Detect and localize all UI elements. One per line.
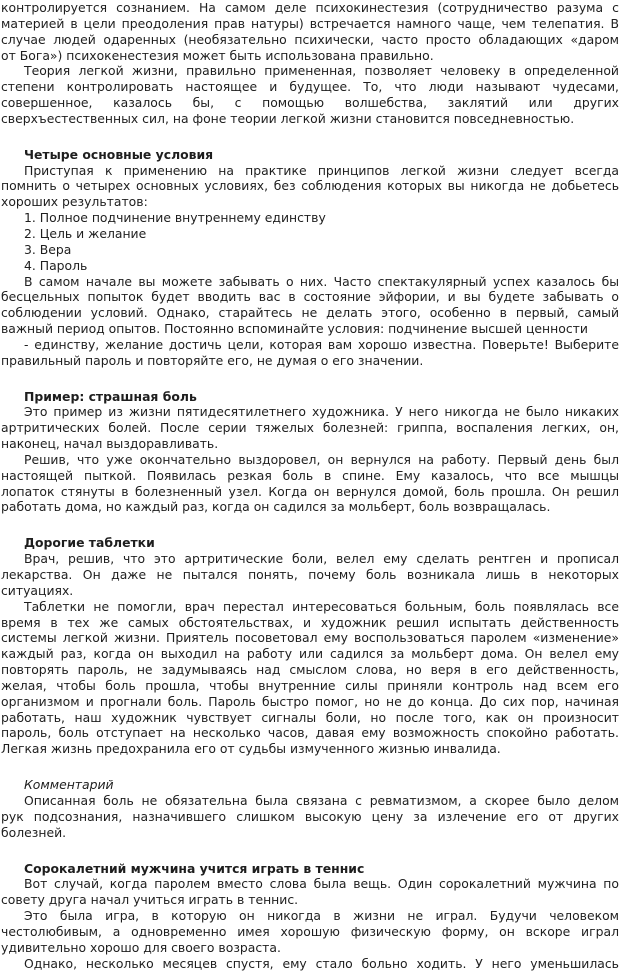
list-item xyxy=(0,210,620,226)
text-line: - единству, желание достичь цели, которая вам хорошо известна. Поверьте! Выберите xyxy=(24,336,619,352)
text-line: Вот случай, когда паролем вместо слова была вещь. Один сорокалетний мужчина по xyxy=(24,876,619,892)
paragraph-spacer xyxy=(0,127,620,147)
text-line: Пример: страшная боль xyxy=(24,388,197,404)
text-line: удивительно хорошо для своего возраста. xyxy=(1,939,281,955)
text-line: соблюдении условий. Однако, старайтесь не делать этого, особенно в первый, самый xyxy=(1,305,619,321)
text-line: настоящей пыткой. Появилась резкая боль в спине. Ему казалось, что все мышцы xyxy=(1,467,619,483)
text-line: 2. Цель и желание xyxy=(24,225,147,241)
text-line: Легкая жизнь предохранила его от судьбы измученного жизнью инвалида. xyxy=(1,741,501,757)
text-line: контролируется сознанием. На самом деле психокинестезия (сотрудничество разума с xyxy=(1,0,619,15)
paragraph xyxy=(0,274,620,337)
text-line: совету друга начал учиться играть в теннис. xyxy=(1,892,299,908)
text-line: Описанная боль не обязательна была связана с ревматизмом, а скорее было делом xyxy=(24,792,619,808)
paragraph xyxy=(0,956,620,971)
list-item xyxy=(0,226,620,242)
text-line: Теория легкой жизни, правильно примененная, позволяет человеку в определенной xyxy=(24,63,619,79)
section-heading xyxy=(0,147,620,163)
paragraph xyxy=(0,337,620,369)
paragraph xyxy=(0,404,620,452)
text-line: организмом и прогнали боль. Пароль быстро помог, но не до конца. До сих пор, начиная xyxy=(1,693,619,709)
text-line: желая, чтобы боль прошла, чтобы внутренние силы приняли контроль над всем его xyxy=(1,677,619,693)
list-item xyxy=(0,258,620,274)
text-line: время в тех же самых обстоятельствах, и художник решил испытать действенность xyxy=(1,614,619,630)
text-line: системы легкой жизни. Приятель посоветовал ему воспользоваться паролем «изменение» xyxy=(1,630,619,646)
paragraph xyxy=(0,876,620,908)
text-line: пароль, боль отступает на несколько часов, давая ему возможность спокойно работать. xyxy=(1,725,619,741)
text-line: бесцельных попыток будет вводить вас в состояние эйфории, и вы будете забывать о xyxy=(1,289,619,305)
text-line: важный период опытов. Постоянно вспоминайте условия: подчинение высшей ценности xyxy=(1,321,588,337)
text-line: ситуациях. xyxy=(1,582,74,598)
text-line: Комментарий xyxy=(24,777,114,793)
section-heading xyxy=(0,535,620,551)
text-line: лекарства. Он даже не пытался понять, почему боль возникала лишь в некоторых xyxy=(1,567,619,582)
paragraph-spacer xyxy=(0,757,620,777)
text-line: Четыре основные условия xyxy=(24,146,214,162)
paragraph xyxy=(0,452,620,515)
paragraph xyxy=(0,63,620,126)
paragraph xyxy=(0,0,620,63)
paragraph xyxy=(0,551,620,599)
text-line: работать, наш художник чувствует сигналы боли, но после того, как он произносит xyxy=(1,709,619,725)
text-line: Однако, несколько месяцев спустя, ему стало больно ходить. У него уменьшилась xyxy=(24,955,619,971)
section-heading xyxy=(0,389,620,405)
text-line: Врач, решив, что это артритические боли, велел ему сделать рентген и прописал xyxy=(24,551,619,567)
text-line: сверхъестественных сил, на фоне теории легкой жизни становится повседневностью. xyxy=(1,110,575,126)
paragraph xyxy=(0,793,620,841)
paragraph-spacer xyxy=(0,369,620,389)
text-line: честолюбивым, а одновременно имея хорошую физическую форму, он вскоре играл xyxy=(1,923,619,939)
comment-label xyxy=(0,777,620,793)
text-line: степени контролировать настоящее и будущее. То, что люди называют чудесами, xyxy=(1,79,619,95)
text-line: повторять пароль, не задумываясь над смыслом слова, но веря в его действенность, xyxy=(1,662,619,678)
paragraph xyxy=(0,599,620,757)
text-line: случае людей одаренных (необязательно психически, часто просто обладающих «даром xyxy=(1,31,619,47)
text-line: Таблетки не помогли, врач перестал интересоваться больным, боль появлялась все xyxy=(24,598,619,614)
text-line: лопаток стянуты в болезненный узел. Когда он вернулся домой, боль прошла. Он решил xyxy=(1,483,619,499)
section-heading xyxy=(0,861,620,877)
text-line: Сорокалетний мужчина учится играть в теннис xyxy=(24,860,365,876)
text-line: рук подсознания, назначившего слишком высокую цену за излечение его от других xyxy=(1,808,619,824)
text-line: Это была игра, в которую он никогда в жизни не играл. Будучи человеком xyxy=(24,908,619,924)
paragraph-spacer xyxy=(0,515,620,535)
text-line: Это пример из жизни пятидесятилетнего художника. У него никогда не было никаких xyxy=(24,404,619,420)
text-line: материей в цели преодоления прав натуры) встречается намного чаще, чем телепатия. В xyxy=(1,15,619,31)
text-line: Решив, что уже окончательно выздоровел, он вернулся на работу. Первый день был xyxy=(24,451,619,467)
text-line: 1. Полное подчинение внутреннему единству xyxy=(24,210,326,226)
text-line: работать дома, но каждый раз, когда он садился за мольберт, боль возвращалась. xyxy=(1,499,551,515)
paragraph xyxy=(0,908,620,956)
text-line: помнить о четырех основных условиях, без соблюдения которых вы никогда не добьетесь xyxy=(1,178,619,194)
text-line: Приступая к применению на практике принципов легкой жизни следует всегда xyxy=(24,162,619,178)
text-line: болезней. xyxy=(1,824,67,840)
text-line: каждый раз, когда он выходил на работу или садился за мольберт дома. Он велел ему xyxy=(1,646,619,662)
text-line: правильный пароль и повторяйте его, не думая о его значении. xyxy=(1,352,424,368)
text-line: артритических болей. После серии тяжелых болезней: гриппа, воспаления легких, он, xyxy=(1,420,619,436)
text-line: Дорогие таблетки xyxy=(24,535,155,551)
paragraph-spacer xyxy=(0,841,620,861)
paragraph xyxy=(0,163,620,211)
text-line: от Бога») психокенестезия может быть использована правильно. xyxy=(1,47,434,63)
text-line: 4. Пароль xyxy=(24,257,88,273)
text-line: совершенное, казалось бы, с помощью волшебства, заклятий или других xyxy=(1,95,619,111)
list-item xyxy=(0,242,620,258)
text-line: хороших результатов: xyxy=(1,194,148,210)
text-line: В самом начале вы можете забывать о них. Часто спектакулярный успех казалось бы xyxy=(24,273,619,289)
text-line: наконец, начал выздоравливать. xyxy=(1,436,219,452)
text-line: 3. Вера xyxy=(24,241,72,257)
